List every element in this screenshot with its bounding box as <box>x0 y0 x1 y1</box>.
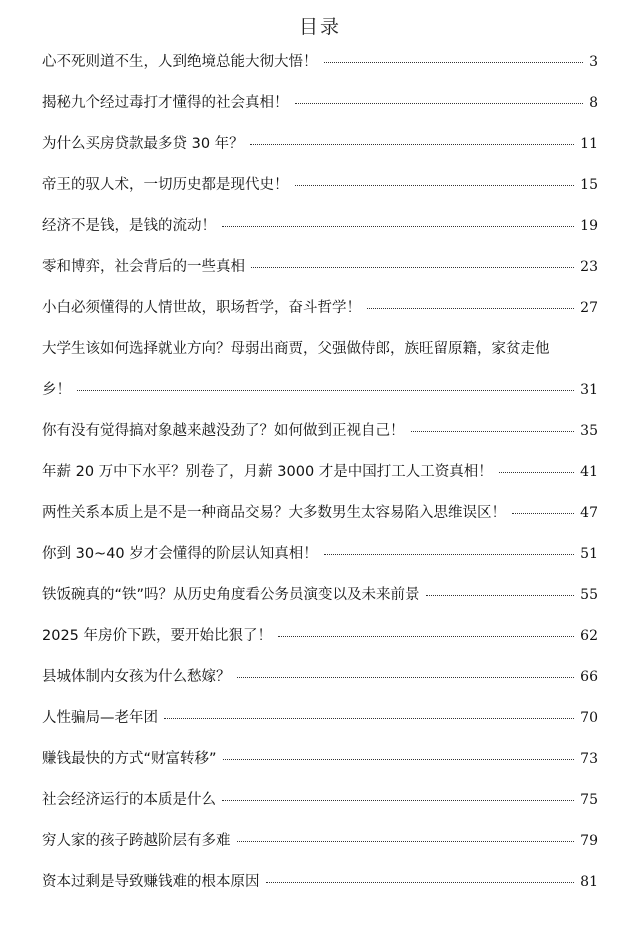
toc-entry[interactable] <box>42 626 598 646</box>
toc-page-number: 73 <box>580 751 598 767</box>
toc-entry[interactable] <box>42 52 598 72</box>
toc-entry[interactable] <box>42 790 598 810</box>
toc-page-number: 27 <box>580 300 598 316</box>
dot-leader <box>251 267 574 268</box>
toc-page-number: 31 <box>580 382 598 398</box>
dot-leader <box>77 390 574 391</box>
toc-page-number: 19 <box>580 218 598 234</box>
dot-leader <box>237 841 575 842</box>
toc-entry[interactable] <box>42 421 598 441</box>
toc-page-number: 79 <box>580 833 598 849</box>
dot-leader <box>295 103 584 104</box>
table-of-contents <box>42 52 598 913</box>
toc-page-number: 55 <box>580 587 598 603</box>
dot-leader <box>426 595 575 596</box>
dot-leader <box>222 800 574 801</box>
toc-entry-title: 年薪 20 万中下水平？别卷了，月薪 3000 才是中国打工人工资真相！ <box>42 464 493 480</box>
dot-leader <box>250 144 575 145</box>
toc-page-number: 47 <box>580 505 598 521</box>
toc-entry-title: 你到 30~40 岁才会懂得的阶层认知真相！ <box>42 546 318 562</box>
toc-entry-title: 揭秘九个经过毒打才懂得的社会真相！ <box>42 95 289 111</box>
toc-entry[interactable] <box>42 872 598 892</box>
toc-page-number: 3 <box>589 54 598 70</box>
toc-entry-title: 零和博弈，社会背后的一些真相 <box>42 259 245 275</box>
toc-entry[interactable] <box>42 831 598 851</box>
toc-page-number: 81 <box>580 874 598 890</box>
dot-leader <box>295 185 575 186</box>
toc-entry[interactable] <box>42 216 598 236</box>
dot-leader <box>512 513 574 514</box>
toc-entry-title: 帝王的驭人术，一切历史都是现代史！ <box>42 177 289 193</box>
toc-page-number: 70 <box>580 710 598 726</box>
toc-entry[interactable] <box>42 134 598 154</box>
toc-entry[interactable] <box>42 462 598 482</box>
dot-leader <box>324 554 574 555</box>
toc-page-number: 62 <box>580 628 598 644</box>
toc-entry-title: 县城体制内女孩为什么愁嫁？ <box>42 669 231 685</box>
toc-entry-title-continued: 乡！ <box>42 382 71 398</box>
dot-leader <box>164 718 574 719</box>
dot-leader <box>411 431 575 432</box>
toc-entry-title: 心不死则道不生，人到绝境总能大彻大悟！ <box>42 54 318 70</box>
toc-entry-title: 为什么买房贷款最多贷 30 年？ <box>42 136 244 152</box>
toc-entry[interactable] <box>42 257 598 277</box>
toc-entry[interactable] <box>42 585 598 605</box>
toc-entry-title: 大学生该如何选择就业方向？母弱出商贾，父强做侍郎，族旺留原籍，家贫走他 <box>42 341 550 357</box>
toc-page-number: 15 <box>580 177 598 193</box>
toc-page-number: 35 <box>580 423 598 439</box>
toc-entry[interactable] <box>42 708 598 728</box>
toc-entry-title: 铁饭碗真的“铁”吗？从历史角度看公务员演变以及未来前景 <box>42 587 420 603</box>
toc-entry[interactable] <box>42 749 598 769</box>
toc-page-number: 8 <box>589 95 598 111</box>
toc-entry-title: 你有没有觉得搞对象越来越没劲了？如何做到正视自己！ <box>42 423 405 439</box>
dot-leader <box>367 308 574 309</box>
toc-page-number: 51 <box>580 546 598 562</box>
toc-entry[interactable] <box>42 93 598 113</box>
toc-entry-title: 2025 年房价下跌，要开始比狠了！ <box>42 628 273 644</box>
toc-entry[interactable] <box>42 339 598 400</box>
page-title: 目录 <box>298 16 341 38</box>
toc-entry-title: 小白必须懂得的人情世故，职场哲学，奋斗哲学！ <box>42 300 361 316</box>
toc-entry[interactable] <box>42 298 598 318</box>
toc-entry-title: 赚钱最快的方式“财富转移” <box>42 751 217 767</box>
toc-entry-title: 两性关系本质上是不是一种商品交易？大多数男生太容易陷入思维误区！ <box>42 505 506 521</box>
toc-entry[interactable] <box>42 503 598 523</box>
dot-leader <box>266 882 575 883</box>
toc-entry-title: 人性骗局—老年团 <box>42 710 158 726</box>
toc-entry-title: 穷人家的孩子跨越阶层有多难 <box>42 833 231 849</box>
toc-page-number: 11 <box>580 136 598 152</box>
toc-entry-title: 经济不是钱，是钱的流动！ <box>42 218 216 234</box>
toc-entry-title: 社会经济运行的本质是什么 <box>42 792 216 808</box>
dot-leader <box>499 472 574 473</box>
dot-leader <box>237 677 575 678</box>
toc-entry[interactable] <box>42 544 598 564</box>
dot-leader <box>278 636 574 637</box>
dot-leader <box>222 226 574 227</box>
dot-leader <box>223 759 575 760</box>
toc-page-number: 41 <box>580 464 598 480</box>
toc-page-number: 75 <box>580 792 598 808</box>
toc-page-number: 66 <box>580 669 598 685</box>
toc-page-number: 23 <box>580 259 598 275</box>
dot-leader <box>324 62 584 63</box>
toc-entry[interactable] <box>42 175 598 195</box>
toc-entry-title: 资本过剩是导致赚钱难的根本原因 <box>42 874 260 890</box>
toc-entry[interactable] <box>42 667 598 687</box>
